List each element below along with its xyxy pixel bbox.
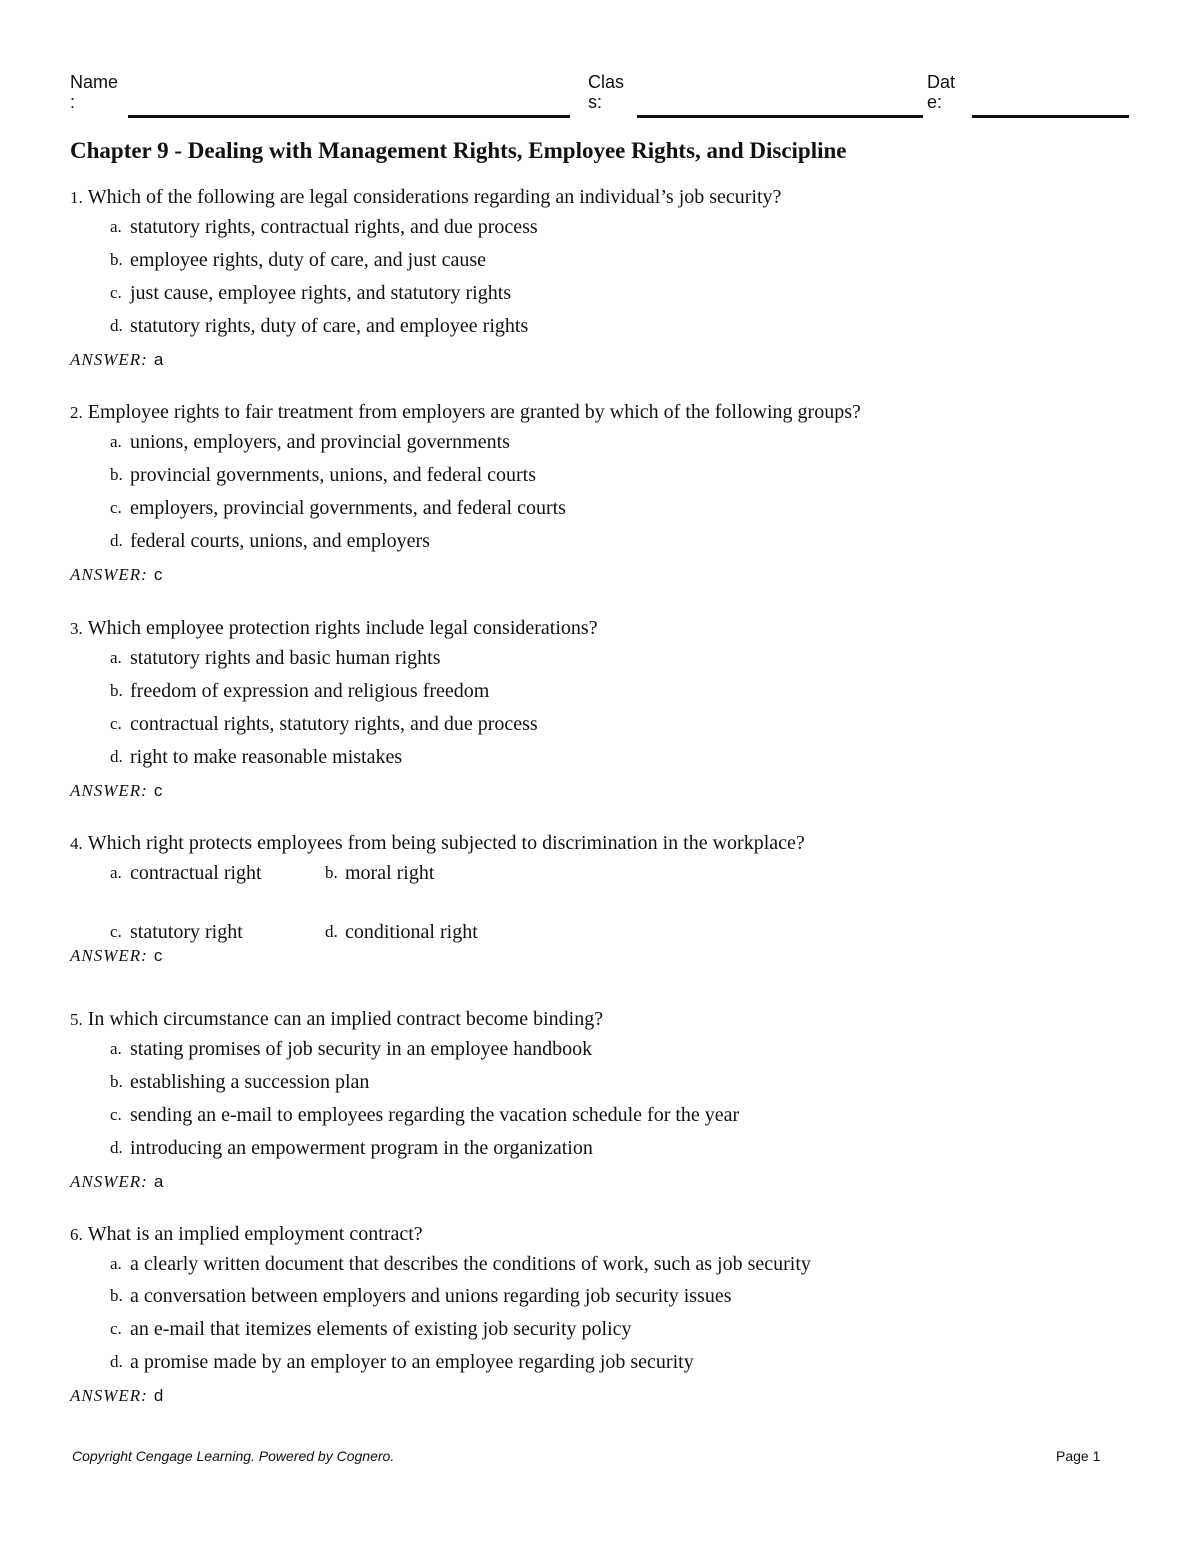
answer-label: ANSWER:	[70, 781, 148, 800]
option-d[interactable]	[70, 742, 1150, 775]
option-c[interactable]	[110, 919, 330, 945]
question-stem	[70, 1219, 1150, 1249]
question-number: 6.	[70, 1225, 83, 1244]
answer-value: c	[153, 781, 163, 800]
option-a[interactable]	[70, 427, 1150, 460]
option-letter: d.	[110, 531, 123, 550]
option-text: statutory rights, contractual rights, and due process	[130, 216, 538, 238]
option-text: just cause, employee rights, and statutory rights	[130, 282, 512, 304]
option-letter: b.	[110, 1072, 123, 1091]
question-stem	[70, 613, 1150, 643]
option-letter: c.	[110, 714, 122, 733]
option-text: stating promises of job security in an employee handbook	[130, 1038, 593, 1060]
option-b[interactable]	[70, 676, 1150, 709]
answer-line	[70, 559, 1150, 589]
option-letter: a.	[110, 1254, 122, 1273]
option-text: establishing a succession plan	[130, 1071, 370, 1093]
answer-label: ANSWER:	[70, 1386, 148, 1405]
option-letter: d.	[110, 747, 123, 766]
option-letter: c.	[110, 1319, 122, 1338]
option-text: moral right	[345, 862, 435, 884]
question-text: What is an implied employment contract?	[87, 1223, 423, 1245]
option-letter: b.	[110, 465, 123, 484]
question-stem	[70, 1004, 1150, 1034]
question-2	[70, 397, 1150, 589]
option-b[interactable]	[325, 860, 645, 886]
option-text: contractual right	[130, 862, 262, 884]
option-c[interactable]	[70, 1100, 1150, 1133]
option-a[interactable]	[110, 860, 280, 886]
copyright-notice: Copyright Cengage Learning. Powered by Cognero.	[72, 1448, 395, 1464]
answer-value: c	[153, 565, 163, 584]
option-text: a promise made by an employer to an employee regarding job security	[130, 1351, 694, 1373]
question-3	[70, 613, 1150, 805]
option-b[interactable]	[70, 460, 1150, 493]
question-text: Employee rights to fair treatment from employers are granted by which of the following groups?	[87, 401, 861, 423]
class-field-line[interactable]	[637, 115, 923, 118]
option-text: conditional right	[345, 921, 478, 943]
option-text: statutory rights, duty of care, and employee rights	[130, 315, 529, 337]
option-a[interactable]	[70, 643, 1150, 676]
option-text: employers, provincial governments, and federal courts	[130, 497, 566, 519]
question-stem	[70, 397, 1150, 427]
question-number: 3.	[70, 619, 83, 638]
option-text: an e-mail that itemizes elements of existing job security policy	[130, 1318, 632, 1340]
question-6	[70, 1219, 1150, 1410]
option-letter: b.	[110, 1286, 123, 1305]
option-text: sending an e-mail to employees regarding the vacation schedule for the year	[130, 1104, 740, 1126]
question-1	[70, 182, 1150, 374]
option-text: right to make reasonable mistakes	[130, 746, 403, 768]
option-d[interactable]	[70, 1133, 1150, 1166]
option-c[interactable]	[70, 278, 1150, 311]
option-c[interactable]	[70, 709, 1150, 742]
question-stem	[70, 828, 1150, 858]
option-text: federal courts, unions, and employers	[130, 530, 430, 552]
answer-value: a	[153, 350, 164, 369]
date-field-line[interactable]	[972, 115, 1129, 118]
answer-label: ANSWER:	[70, 350, 148, 369]
option-text: statutory right	[130, 921, 243, 943]
answer-label: ANSWER:	[70, 946, 148, 965]
option-letter: d.	[110, 316, 123, 335]
option-letter: c.	[110, 283, 122, 302]
option-a[interactable]	[70, 1034, 1150, 1067]
answer-label: ANSWER:	[70, 1172, 148, 1191]
option-letter: a.	[110, 1039, 122, 1058]
option-c[interactable]	[70, 1314, 1150, 1347]
option-c[interactable]	[70, 493, 1150, 526]
option-text: introducing an empowerment program in the organization	[130, 1137, 593, 1159]
option-letter: a.	[110, 863, 122, 882]
question-number: 2.	[70, 403, 83, 422]
option-letter: b.	[110, 250, 123, 269]
answer-label: ANSWER:	[70, 565, 148, 584]
answer-line	[70, 1380, 1150, 1410]
option-d[interactable]	[325, 919, 645, 945]
question-text: Which of the following are legal considerations regarding an individual’s job security?	[87, 186, 782, 208]
option-letter: b.	[110, 681, 123, 700]
question-stem	[70, 182, 1150, 212]
option-text: contractual rights, statutory rights, and due process	[130, 713, 538, 735]
question-4	[70, 828, 1150, 970]
question-number: 1.	[70, 188, 83, 207]
option-a[interactable]	[70, 1249, 870, 1281]
option-letter: d.	[110, 1138, 123, 1157]
answer-line	[70, 775, 1150, 805]
answer-value: d	[153, 1386, 164, 1405]
option-b[interactable]	[70, 1067, 1150, 1100]
option-letter: a.	[110, 432, 122, 451]
name-field-line[interactable]	[128, 115, 570, 118]
question-text: In which circumstance can an implied contract become binding?	[87, 1008, 604, 1030]
option-letter: c.	[110, 1105, 122, 1124]
option-b[interactable]	[70, 1281, 1150, 1314]
option-letter: a.	[110, 217, 122, 236]
question-5	[70, 1004, 1150, 1196]
page-title: Chapter 9 - Dealing with Management Rights, Employee Rights, and Discipline	[70, 138, 847, 163]
option-grid	[70, 858, 1150, 943]
option-text: provincial governments, unions, and federal courts	[130, 464, 536, 486]
option-letter: c.	[110, 922, 122, 941]
option-a[interactable]	[70, 212, 1150, 245]
option-letter: d.	[325, 922, 338, 941]
option-text: statutory rights and basic human rights	[130, 647, 441, 669]
option-letter: c.	[110, 498, 122, 517]
option-letter: b.	[325, 863, 338, 882]
date-label: Dat e:	[927, 72, 956, 112]
answer-line	[70, 344, 1150, 374]
answer-value: a	[153, 1172, 164, 1191]
option-d[interactable]	[70, 1347, 1150, 1380]
answer-value: c	[153, 946, 163, 965]
name-label: Name :	[70, 72, 119, 112]
question-number: 5.	[70, 1010, 83, 1029]
option-text: freedom of expression and religious freedom	[130, 680, 490, 702]
option-b[interactable]	[70, 245, 1150, 278]
option-letter: d.	[110, 1352, 123, 1371]
option-d[interactable]	[70, 311, 1150, 344]
question-number: 4.	[70, 834, 83, 853]
option-letter: a.	[110, 648, 122, 667]
option-text: employee rights, duty of care, and just cause	[130, 249, 486, 271]
option-text: a conversation between employers and unions regarding job security issues	[130, 1285, 732, 1307]
page-number: Page 1	[1056, 1448, 1101, 1464]
option-text: unions, employers, and provincial governments	[130, 431, 510, 453]
question-text: Which employee protection rights include legal considerations?	[87, 617, 598, 639]
option-text: a clearly written document that describes the conditions of work, such as job security	[130, 1253, 811, 1275]
answer-line	[70, 1166, 1150, 1196]
class-label: Clas s:	[588, 72, 625, 112]
question-text: Which right protects employees from being subjected to discrimination in the workplace?	[87, 832, 805, 854]
option-d[interactable]	[70, 526, 1150, 559]
